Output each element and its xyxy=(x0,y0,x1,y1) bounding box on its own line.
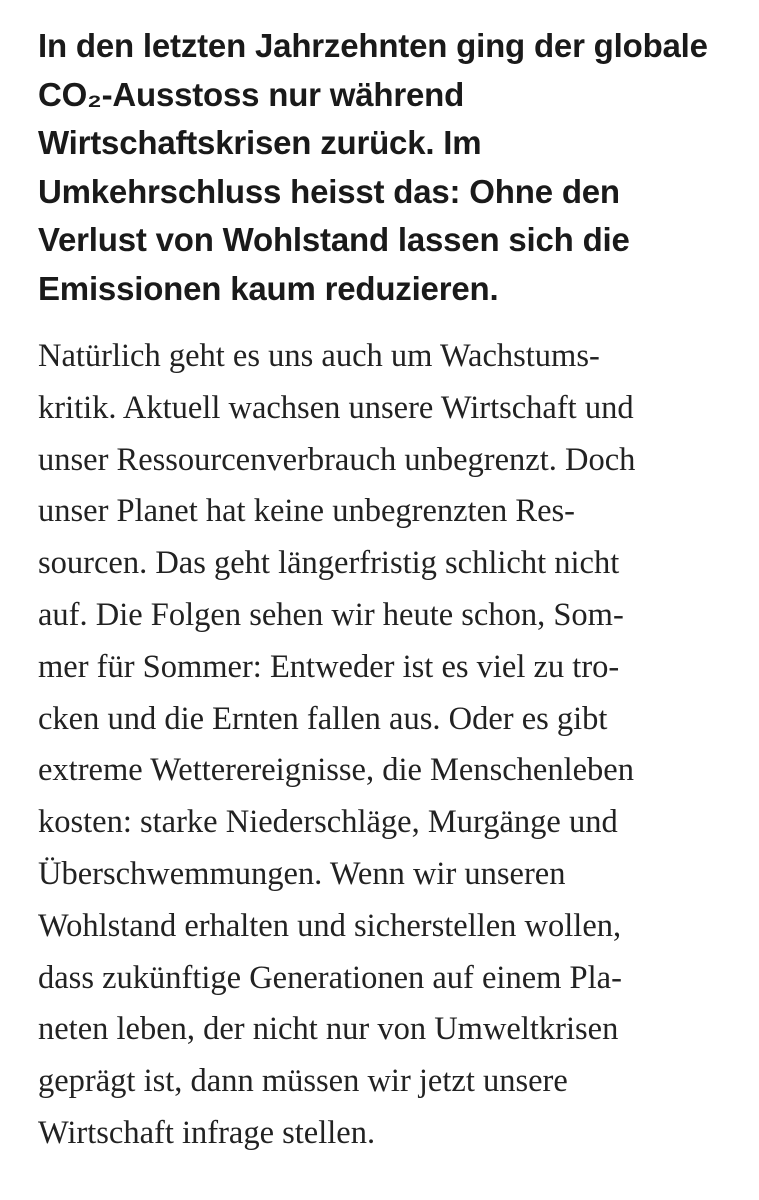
lead-paragraph xyxy=(38,22,738,313)
lead-line: CO₂-Ausstoss nur während xyxy=(38,75,465,113)
body-line: Überschwemmungen. Wenn wir unseren xyxy=(38,855,566,892)
body-line: sourcen. Das geht längerfristig schlicht nicht xyxy=(38,545,620,582)
body-line: Wirtschaft infrage stellen. xyxy=(38,1114,376,1151)
body-line: kosten: starke Niederschläge, Murgänge und xyxy=(38,804,618,841)
lead-line: Wirtschaftskrisen zurück. Im xyxy=(38,124,482,161)
lead-line: Umkehrschluss heisst das: Ohne den xyxy=(38,172,620,210)
body-line: unser Planet hat keine unbegrenzten Res- xyxy=(38,493,575,530)
body-paragraph xyxy=(38,331,738,1160)
article xyxy=(38,22,738,1160)
body-line: neten leben, der nicht nur von Umweltkrisen xyxy=(38,1011,619,1048)
lead-line: In den letzten Jahrzehnten ging der globale xyxy=(38,27,708,64)
body-line: cken und die Ernten fallen aus. Oder es gibt xyxy=(38,700,608,737)
body-line: geprägt ist, dann müssen wir jetzt unsere xyxy=(38,1063,568,1100)
body-line: Wohlstand erhalten und sicherstellen wollen, xyxy=(38,907,622,944)
body-line: dass zukünftige Generationen auf einem Pla- xyxy=(38,959,622,996)
lead-line: Emissionen kaum reduzieren. xyxy=(38,269,499,307)
body-line: mer für Sommer: Entweder ist es viel zu tro- xyxy=(38,648,620,685)
lead-line: Verlust von Wohlstand lassen sich die xyxy=(38,221,630,258)
body-line: kritik. Aktuell wachsen unsere Wirtschaft und xyxy=(38,389,634,426)
body-line: auf. Die Folgen sehen wir heute schon, Som- xyxy=(38,596,624,633)
body-line: unser Ressourcenverbrauch unbegrenzt. Doch xyxy=(38,441,636,478)
body-line: extreme Wetterereignisse, die Menschenleben xyxy=(38,752,634,789)
body-line: Natürlich geht es uns auch um Wachstums- xyxy=(38,338,600,374)
